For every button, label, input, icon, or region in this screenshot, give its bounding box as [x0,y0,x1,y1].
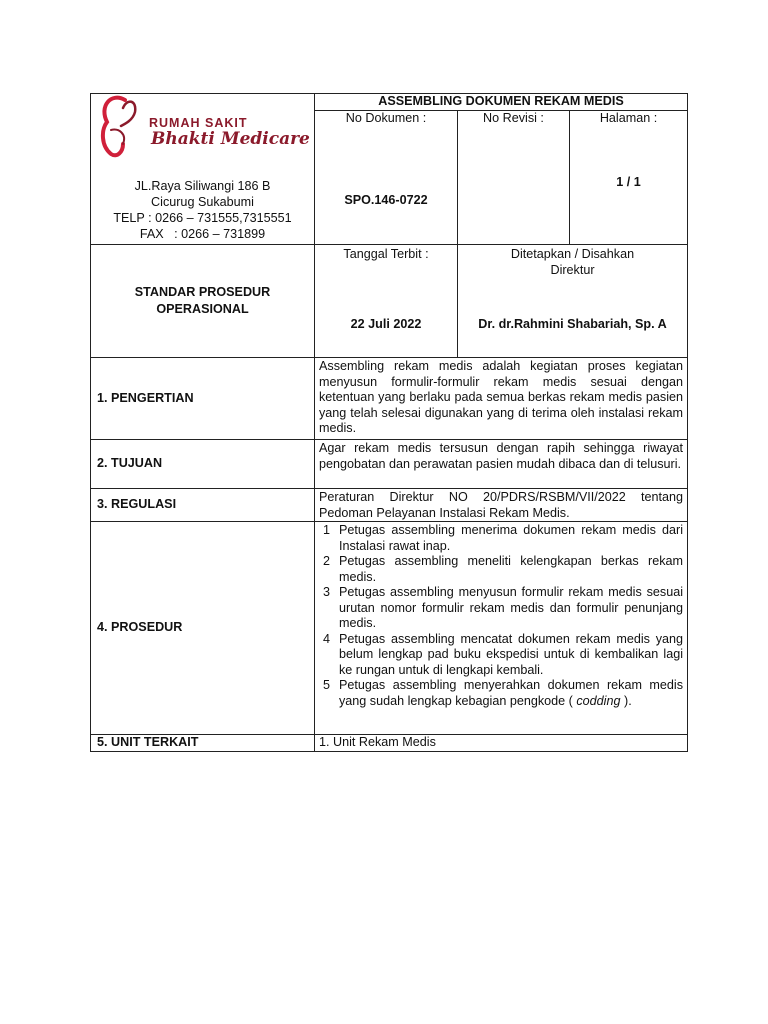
prosedur-step: 4 Petugas assembling mencatat dokumen rekam medis yang belum lengkap pad buku ekspedisi untuk di kembalikan lagi ke rungan untuk di lengkapi kembali. [323,631,684,677]
codding-italic: codding [576,693,621,708]
unit-terkait-text: 1. Unit Rekam Medis [315,735,688,752]
tujuan-text: Agar rekam medis tersusun dengan rapih sehingga riwayat pengobatan dan perawatan pasien mudah dibaca dan di telusuri. [315,440,688,489]
unit-terkait-label: 5. UNIT TERKAIT [91,735,315,752]
hospital-address [91,172,314,244]
no-dokumen-value: SPO.146-0722 [344,192,428,207]
no-revisi-label: No Revisi : [483,111,544,125]
prosedur-step: 5 Petugas assembling menyerahkan dokumen rekam medis yang sudah lengkap kebagian pengkode ( codding ). [323,678,684,708]
document-title: ASSEMBLING DOKUMEN REKAM MEDIS [315,94,688,111]
halaman-label: Halaman : [599,111,658,125]
ditetapkan-cell [458,245,688,358]
prosedur-steps [315,522,688,735]
tujuan-label: 2. TUJUAN [91,440,315,489]
pengertian-label: 1. PENGERTIAN [91,358,315,440]
ditetapkan-line1: Ditetapkan / Disahkan [510,247,635,261]
tanggal-terbit-cell [315,245,458,358]
logo-text-rumah-sakit: RUMAH SAKIT [149,116,248,130]
spo-document-table [90,93,688,752]
tanggal-terbit-label: Tanggal Terbit : [343,247,429,261]
no-dokumen-label: No Dokumen : [345,111,427,125]
logo-text-hospital-name: Bhakti Medicare [151,129,310,149]
regulasi-text: Peraturan Direktur NO 20/PDRS/RSBM/VII/2022 tentang Pedoman Pelayanan Instalasi Rekam Medis. [315,489,688,522]
signer-name: Dr. dr.Rahmini Shabariah, Sp. A [478,317,667,331]
ditetapkan-line2: Direktur [550,262,595,277]
hospital-identity-cell [91,94,315,245]
halaman-value: 1 / 1 [616,174,641,189]
pengertian-text: Assembling rekam medis adalah kegiatan proses kegiatan menyusun formulir-formulir rekam medis sesuai dengan ketentuan yang berlaku pada semua berkas rekam medis pasien yang telah selesai digunakan yang di terima oleh instalasi rekam medis. [315,358,688,440]
address-line: JL.Raya Siliwangi 186 B [134,179,271,193]
address-line: FAX : 0266 – 731899 [139,227,266,241]
sop-title-line1: STANDAR PROSEDUR [134,285,271,299]
tanggal-terbit-value: 22 Juli 2022 [350,316,422,331]
prosedur-label: 4. PROSEDUR [91,522,315,735]
no-revisi-cell [458,111,570,245]
prosedur-step: 1 Petugas assembling menerima dokumen rekam medis dari Instalasi rawat inap. [323,523,684,553]
regulasi-label: 3. REGULASI [91,489,315,522]
sop-title-cell [91,245,315,358]
prosedur-step: 2 Petugas assembling meneliti kelengkapan berkas rekam medis. [323,554,684,584]
butterfly-logo-icon [97,94,157,166]
hospital-logo [91,94,314,172]
address-line: TELP : 0266 – 731555,7315551 [113,211,292,225]
sop-title-line2: OPERASIONAL [156,302,249,316]
address-line: Cicurug Sukabumi [151,195,254,209]
prosedur-step: 3 Petugas assembling menyusun formulir rekam medis sesuai urutan nomor formulir rekam medis dan formulir penunjang medis. [323,585,684,630]
halaman-cell [570,111,688,245]
no-dokumen-cell [315,111,458,245]
